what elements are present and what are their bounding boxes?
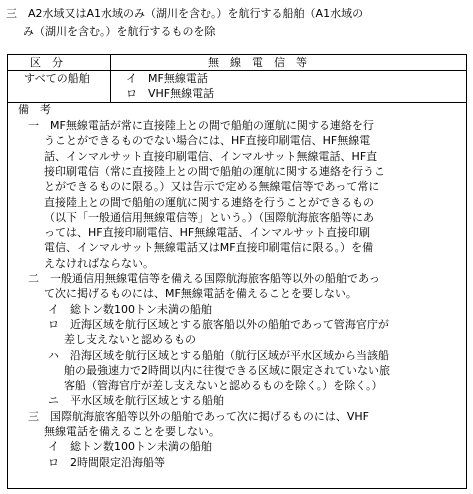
remark-line: イ 総トン数100トン未満の船舶: [48, 440, 212, 453]
remarks-section: [8, 102, 466, 488]
remark-line: 舶の最強速力で2時間以内に往復できる区域に限定されていない旅: [64, 364, 390, 377]
header-category: 区 分: [30, 56, 63, 69]
remarks-title: 備 考: [18, 103, 51, 116]
remark-line: 無線電話を備えることを要しない。: [44, 425, 220, 438]
category-all-vessels: すべての船舶: [24, 72, 90, 85]
remark-line: ロ 近海区域を航行区域とする旅客船以外の船舶であって管海官庁が: [48, 318, 389, 331]
equipment-table: [7, 54, 467, 489]
remark-line: えなければならない。: [44, 257, 154, 270]
remark-line: て次に掲げるものには、MF無線電話を備えることを要しない。: [44, 287, 357, 300]
remark-line: ロ 2時間限定沿海船等: [48, 456, 165, 469]
remark-line: ハ 沿海区域を航行区域とする船舶（航行区域が平水区域から当該船: [48, 349, 389, 362]
remark-line: 一 MF無線電話が常に直接陸上との間で船舶の運航に関する連絡を行: [28, 119, 374, 132]
remark-line: ニ 平水区域を航行区域とする船舶: [48, 394, 224, 407]
item-vhf-radiotelephone: ロ VHF無線電話: [126, 87, 215, 100]
remark-line: っては、HF直接印刷電信、HF無線電話、インマルサット直接印刷: [44, 226, 370, 239]
remark-line: 三 国際航海旅客船等以外の船舶であって次に掲げるものには、VHF: [28, 410, 370, 423]
heading-line-2: み（湖川を含む。）を航行するものを除: [23, 25, 216, 38]
remark-line: 電信、インマルサット無線電話又はMF直接印刷電信に限る。）を備: [44, 241, 374, 254]
remark-line: うことができるものでない場合には、HF直接印刷電信、HF無線電: [44, 134, 371, 147]
remark-line: 接印刷電信（常に直接陸上との間で船舶の運航に関する連絡を行うこ: [44, 165, 385, 178]
header-radio-equipment: 無 線 電 信 等: [208, 56, 307, 69]
remark-line: 話、インマルサット直接印刷電信、インマルサット無線電話、HF直: [44, 150, 378, 163]
remark-line: 二 一般通信用無線電信等を備える国際航海旅客船等以外の船舶であっ: [28, 272, 380, 285]
heading-line-1: 三 A2水域又はA1水域のみ（湖川を含む。）を航行する船舶（A1水域の: [6, 7, 364, 20]
remark-line: 差し支えないと認めるもの: [64, 333, 196, 346]
item-mf-radiotelephone: イ MF無線電話: [126, 72, 208, 85]
column-divider: [110, 55, 111, 102]
remark-line: とができるものに限る。）又は告示で定める無線電信等であって常に: [44, 180, 380, 193]
remark-line: 客船（管海官庁が差し支えないと認めるものを除く。）を除く。）: [64, 379, 383, 392]
table-header-row: [8, 55, 466, 71]
remark-line: （以下「一般通信用無線電信等」という。）（国際航海旅客船等にあ: [44, 211, 374, 224]
table-row: [8, 70, 466, 103]
remark-line: 直接陸上との間で船舶の運航に関する連絡を行うことができるもの: [44, 196, 374, 209]
remark-line: イ 総トン数100トン未満の船舶: [48, 303, 212, 316]
